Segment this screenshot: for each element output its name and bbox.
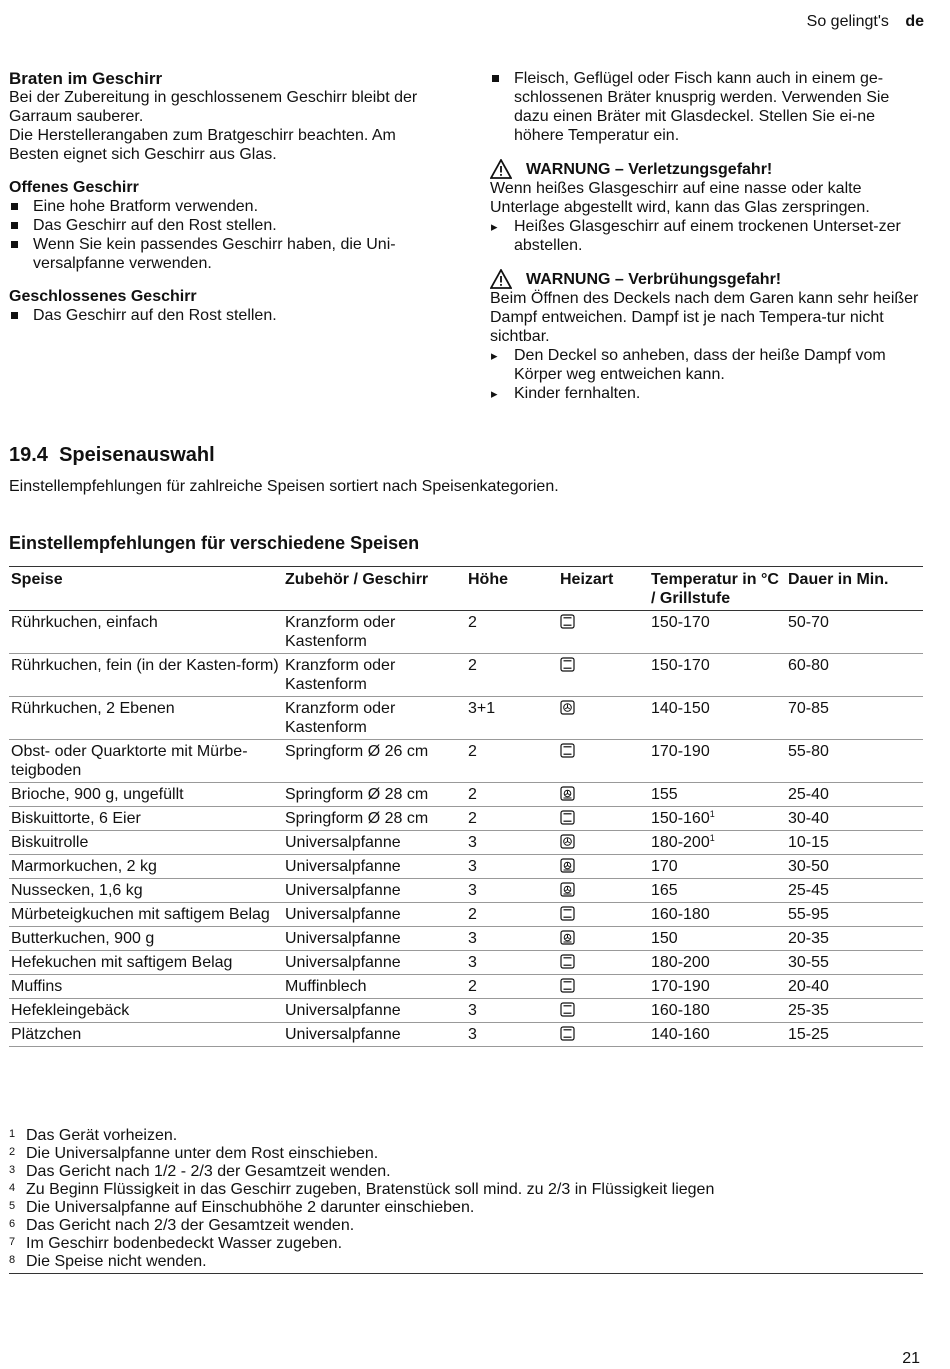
cell-speise: Rührkuchen, fein (in der Kasten-form) (9, 654, 283, 697)
braten-title: Braten im Geschirr (9, 69, 163, 88)
cell-temperatur (649, 611, 786, 654)
cell-heizart (558, 903, 649, 927)
left-column (9, 69, 449, 325)
temperature-value: 155 (651, 786, 678, 803)
braten-paragraph-1: Bei der Zubereitung in geschlossenem Geschirr bleibt der Garraum sauberer. (9, 89, 418, 125)
temperature-value: 180-200 (651, 834, 710, 851)
settings-table (9, 566, 923, 1047)
cell-hoehe: 3 (466, 951, 558, 975)
cell-dauer: 55-95 (786, 903, 923, 927)
cell-temperatur (649, 740, 786, 783)
top-bottom-heat-icon (560, 954, 575, 971)
cell-hoehe: 3 (466, 1023, 558, 1047)
cell-speise: Biskuitrolle (9, 831, 283, 855)
footnote (9, 1199, 923, 1217)
footnote (9, 1163, 923, 1181)
offen-list (9, 197, 449, 273)
cell-dauer: 20-35 (786, 927, 923, 951)
table-row (9, 697, 923, 740)
cell-heizart (558, 999, 649, 1023)
warning-injury-steps (490, 217, 926, 255)
section-intro: Einstellempfehlungen für zahlreiche Speisen sortiert nach Speisenkategorien. (9, 478, 559, 495)
cell-temperatur (649, 927, 786, 951)
cell-hoehe: 3+1 (466, 697, 558, 740)
top-bottom-heat-icon (560, 657, 575, 674)
top-bottom-heat-icon (560, 1026, 575, 1043)
footnote-text: Das Gericht nach 2/3 der Gesamtzeit wenden. (26, 1217, 355, 1234)
cell-hoehe: 3 (466, 831, 558, 855)
cell-temperatur (649, 999, 786, 1023)
table-title: Einstellempfehlungen für verschiedene Speisen (9, 533, 420, 553)
footnote-text: Im Geschirr bodenbedeckt Wasser zugeben. (26, 1235, 343, 1252)
table-row (9, 831, 923, 855)
section-number: 19.4 (9, 444, 48, 466)
temperature-value: 170 (651, 858, 678, 875)
cell-temperatur (649, 903, 786, 927)
warning-triangle-icon (490, 159, 512, 179)
table-row (9, 903, 923, 927)
cell-heizart (558, 654, 649, 697)
cell-temperatur (649, 783, 786, 807)
section-heading (9, 446, 215, 465)
warning-scald-title: WARNUNG – Verbrühungsgefahr! (526, 270, 782, 288)
cell-temperatur (649, 654, 786, 697)
footnote-number: 8 (9, 1254, 16, 1266)
cell-dauer: 30-55 (786, 951, 923, 975)
list-item: Wenn Sie kein passendes Geschirr haben, die Uni-versalpfanne verwenden. (9, 235, 449, 273)
table-body (9, 611, 923, 1047)
col-header-speise: Speise (9, 567, 283, 611)
temperature-value: 150 (651, 930, 678, 947)
footnote-number: 5 (9, 1200, 16, 1212)
cell-speise: Plätzchen (9, 1023, 283, 1047)
geschlossen-list (9, 306, 449, 325)
cell-dauer: 55-80 (786, 740, 923, 783)
cell-hoehe: 2 (466, 654, 558, 697)
col-header-zubehoer: Zubehör / Geschirr (283, 567, 466, 611)
temperature-value: 150-170 (651, 657, 710, 674)
cell-speise: Hefekleingebäck (9, 999, 283, 1023)
footnote (9, 1127, 923, 1145)
temperature-value: 170-190 (651, 743, 710, 760)
col-header-dauer: Dauer in Min. (786, 567, 923, 611)
cell-zubehoer: Universalpfanne (283, 999, 466, 1023)
cell-zubehoer: Universalpfanne (283, 879, 466, 903)
cell-zubehoer: Universalpfanne (283, 927, 466, 951)
cell-zubehoer: Kranzform oder Kastenform (283, 611, 466, 654)
cell-speise: Nussecken, 1,6 kg (9, 879, 283, 903)
top-bottom-heat-icon (560, 614, 575, 631)
cell-zubehoer: Muffinblech (283, 975, 466, 999)
footnote-number: 2 (9, 1146, 16, 1158)
cell-heizart (558, 951, 649, 975)
footnotes (9, 1127, 923, 1274)
cell-dauer: 60-80 (786, 654, 923, 697)
footnote-text: Das Gericht nach 1/2 - 2/3 der Gesamtzeit wenden. (26, 1163, 391, 1180)
header-language: de (905, 13, 924, 30)
cell-zubehoer: Springform Ø 28 cm (283, 807, 466, 831)
section-title: Speisenauswahl (59, 444, 215, 466)
table-row (9, 927, 923, 951)
cell-temperatur (649, 855, 786, 879)
cell-speise: Brioche, 900 g, ungefüllt (9, 783, 283, 807)
cell-heizart (558, 975, 649, 999)
cell-heizart (558, 740, 649, 783)
cell-heizart (558, 783, 649, 807)
footnote (9, 1145, 923, 1163)
cell-dauer: 25-35 (786, 999, 923, 1023)
footnote (9, 1217, 923, 1235)
cell-zubehoer: Universalpfanne (283, 903, 466, 927)
warning-injury (490, 159, 926, 179)
hot-air-icon (560, 834, 575, 851)
cell-heizart (558, 879, 649, 903)
hot-air-icon (560, 700, 575, 717)
braten-paragraph-2: Die Herstellerangaben zum Bratgeschirr beachten. Am Besten eignet sich Geschirr aus Glas. (9, 127, 396, 163)
list-item: ▸ Kinder fernhalten. (490, 384, 926, 403)
cell-dauer: 70-85 (786, 697, 923, 740)
cell-dauer: 50-70 (786, 611, 923, 654)
cell-zubehoer: Universalpfanne (283, 951, 466, 975)
cell-speise: Rührkuchen, einfach (9, 611, 283, 654)
cell-heizart (558, 855, 649, 879)
cell-zubehoer: Universalpfanne (283, 1023, 466, 1047)
temperature-value: 140-160 (651, 1026, 710, 1043)
temperature-value: 170-190 (651, 978, 710, 995)
table-row (9, 879, 923, 903)
table-row (9, 855, 923, 879)
cell-speise: Obst- oder Quarktorte mit Mürbe-teigboden (9, 740, 283, 783)
table-row (9, 975, 923, 999)
cell-speise: Mürbeteigkuchen mit saftigem Belag (9, 903, 283, 927)
list-item: Das Geschirr auf den Rost stellen. (9, 306, 449, 325)
top-bottom-heat-icon (560, 810, 575, 827)
temperature-value: 150-170 (651, 614, 710, 631)
footnote-text: Die Universalpfanne unter dem Rost einschieben. (26, 1145, 379, 1162)
cell-dauer: 25-40 (786, 783, 923, 807)
footnote-text: Das Gerät vorheizen. (26, 1127, 178, 1144)
cell-speise: Rührkuchen, 2 Ebenen (9, 697, 283, 740)
cell-dauer: 10-15 (786, 831, 923, 855)
temperature-value: 150-160 (651, 810, 710, 827)
cell-hoehe: 2 (466, 807, 558, 831)
cell-speise: Marmorkuchen, 2 kg (9, 855, 283, 879)
table-row (9, 807, 923, 831)
table-row (9, 740, 923, 783)
hot-air-gentle-icon (560, 930, 575, 947)
footnote (9, 1181, 923, 1199)
cell-dauer: 30-40 (786, 807, 923, 831)
cell-temperatur (649, 975, 786, 999)
cell-dauer: 30-50 (786, 855, 923, 879)
footnote-number: 7 (9, 1236, 16, 1248)
table-row (9, 654, 923, 697)
top-bottom-heat-icon (560, 1002, 575, 1019)
warning-scald-text: Beim Öffnen des Deckels nach dem Garen kann sehr heißer Dampf entweichen. Dampf ist je nach Tempera-tur nicht sichtbar. (490, 290, 919, 345)
cell-speise: Butterkuchen, 900 g (9, 927, 283, 951)
cell-temperatur (649, 1023, 786, 1047)
hot-air-gentle-icon (560, 858, 575, 875)
cell-speise: Biskuittorte, 6 Eier (9, 807, 283, 831)
hot-air-gentle-icon (560, 882, 575, 899)
right-column (490, 69, 926, 403)
page-header (807, 12, 924, 31)
warning-injury-text: Wenn heißes Glasgeschirr auf eine nasse oder kalte Unterlage abgestellt wird, kann das Glas zerspringen. (490, 180, 870, 216)
cell-temperatur (649, 879, 786, 903)
list-item: ▸ Den Deckel so anheben, dass der heiße Dampf vom Körper weg entweichen kann. (490, 346, 926, 384)
footnote-text: Zu Beginn Flüssigkeit in das Geschirr zugeben, Bratenstück soll mind. zu 2/3 in Flüssigkeit liegen (26, 1181, 715, 1198)
top-bottom-heat-icon (560, 906, 575, 923)
table-row (9, 611, 923, 654)
table-row (9, 783, 923, 807)
page-number: 21 (902, 1350, 920, 1367)
cell-speise: Hefekuchen mit saftigem Belag (9, 951, 283, 975)
temperature-value: 140-150 (651, 700, 710, 717)
cell-dauer: 20-40 (786, 975, 923, 999)
temperature-value: 165 (651, 882, 678, 899)
table-row (9, 999, 923, 1023)
footnote-number: 6 (9, 1218, 16, 1230)
cell-zubehoer: Springform Ø 28 cm (283, 783, 466, 807)
table-row (9, 1023, 923, 1047)
cell-temperatur (649, 807, 786, 831)
footnote (9, 1235, 923, 1253)
cell-temperatur (649, 697, 786, 740)
temperature-value: 180-200 (651, 954, 710, 971)
cell-hoehe: 3 (466, 927, 558, 951)
cell-speise: Muffins (9, 975, 283, 999)
footnote (9, 1253, 923, 1271)
warning-triangle-icon (490, 269, 512, 289)
cell-zubehoer: Universalpfanne (283, 855, 466, 879)
list-item: Das Geschirr auf den Rost stellen. (9, 216, 449, 235)
cell-heizart (558, 1023, 649, 1047)
cell-heizart (558, 807, 649, 831)
footnote-number: 4 (9, 1182, 16, 1194)
cell-heizart (558, 697, 649, 740)
cell-hoehe: 2 (466, 975, 558, 999)
temperature-value: 160-180 (651, 1002, 710, 1019)
cell-hoehe: 3 (466, 855, 558, 879)
cell-hoehe: 3 (466, 879, 558, 903)
cell-hoehe: 2 (466, 783, 558, 807)
fleisch-list (490, 69, 926, 145)
footnote-number: 3 (9, 1164, 16, 1176)
header-section-title: So gelingt's (806, 13, 889, 30)
cell-zubehoer: Universalpfanne (283, 831, 466, 855)
geschlossen-title: Geschlossenes Geschirr (9, 288, 197, 305)
cell-dauer: 25-45 (786, 879, 923, 903)
cell-temperatur (649, 831, 786, 855)
temperature-value: 160-180 (651, 906, 710, 923)
cell-zubehoer: Kranzform oder Kastenform (283, 697, 466, 740)
warning-injury-title: WARNUNG – Verletzungsgefahr! (526, 160, 773, 178)
col-header-temperatur: Temperatur in °C / Grillstufe (649, 567, 786, 611)
footnote-text: Die Universalpfanne auf Einschubhöhe 2 darunter einschieben. (26, 1199, 475, 1216)
list-item: Fleisch, Geflügel oder Fisch kann auch in einem ge-schlossenen Bräter knusprig werden. Verwenden Sie dazu einen Bräter mit Glasdeckel. Stellen Sie ei-ne höhere Temperatur ein. (490, 69, 926, 145)
warning-scald (490, 269, 926, 289)
offen-title: Offenes Geschirr (9, 179, 139, 196)
table-row (9, 951, 923, 975)
footnote-number: 1 (9, 1128, 16, 1140)
cell-heizart (558, 927, 649, 951)
cell-hoehe: 2 (466, 740, 558, 783)
warning-scald-steps (490, 346, 926, 403)
footnote-text: Die Speise nicht wenden. (26, 1253, 207, 1270)
top-bottom-heat-icon (560, 743, 575, 760)
table-header-row (9, 567, 923, 611)
footnote-ref: 1 (709, 809, 715, 819)
col-header-heizart: Heizart (558, 567, 649, 611)
cell-temperatur (649, 951, 786, 975)
list-item: Eine hohe Bratform verwenden. (9, 197, 449, 216)
cell-hoehe: 2 (466, 611, 558, 654)
cell-zubehoer: Kranzform oder Kastenform (283, 654, 466, 697)
footnote-ref: 1 (709, 833, 715, 843)
cell-hoehe: 2 (466, 903, 558, 927)
cell-dauer: 15-25 (786, 1023, 923, 1047)
col-header-hoehe: Höhe (466, 567, 558, 611)
top-bottom-heat-icon (560, 978, 575, 995)
cell-heizart (558, 831, 649, 855)
hot-air-gentle-icon (560, 786, 575, 803)
cell-hoehe: 3 (466, 999, 558, 1023)
list-item: ▸ Heißes Glasgeschirr auf einem trockenen Unterset-zer abstellen. (490, 217, 926, 255)
cell-zubehoer: Springform Ø 26 cm (283, 740, 466, 783)
cell-heizart (558, 611, 649, 654)
